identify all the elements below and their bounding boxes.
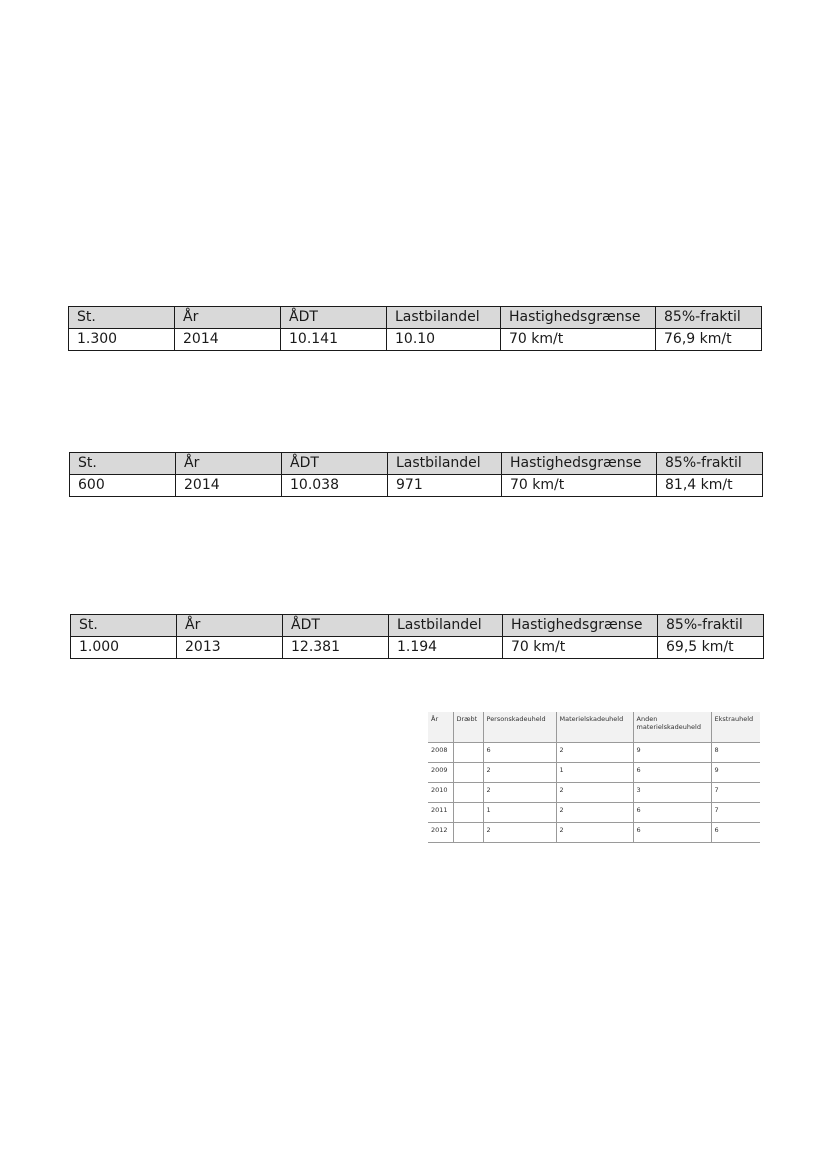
traffic-table-1 — [68, 306, 762, 351]
col-header-truck-share: Lastbilandel — [388, 453, 502, 475]
cell-personal-injury: 2 — [483, 823, 556, 843]
traffic-table-2 — [69, 452, 763, 497]
table-header-row — [69, 307, 762, 329]
col-header-adt: ÅDT — [283, 615, 389, 637]
table-header-row — [428, 712, 760, 743]
accident-table — [428, 712, 760, 843]
cell-other-material-damage: 9 — [633, 743, 711, 763]
col-header-year: År — [175, 307, 281, 329]
cell-year: 2014 — [176, 475, 282, 497]
cell-adt: 10.141 — [281, 329, 387, 351]
cell-material-damage: 2 — [556, 803, 633, 823]
col-header-speed-limit: Hastighedsgrænse — [503, 615, 658, 637]
cell-other-material-damage: 6 — [633, 803, 711, 823]
table-row — [70, 475, 763, 497]
col-header-adt: ÅDT — [282, 453, 388, 475]
cell-personal-injury: 1 — [483, 803, 556, 823]
col-header-station: St. — [70, 453, 176, 475]
table-header-row — [70, 453, 763, 475]
cell-killed — [453, 783, 483, 803]
cell-adt: 12.381 — [283, 637, 389, 659]
table-row — [428, 743, 760, 763]
col-header-85-percentile: 85%-fraktil — [657, 453, 763, 475]
cell-killed — [453, 823, 483, 843]
cell-material-damage: 1 — [556, 763, 633, 783]
cell-material-damage: 2 — [556, 743, 633, 763]
cell-station: 1.300 — [69, 329, 175, 351]
table-row — [428, 783, 760, 803]
col-header-adt: ÅDT — [281, 307, 387, 329]
table-row — [69, 329, 762, 351]
col-header-85-percentile: 85%-fraktil — [658, 615, 764, 637]
cell-truck-share: 1.194 — [389, 637, 503, 659]
cell-truck-share: 971 — [388, 475, 502, 497]
col-header-station: St. — [69, 307, 175, 329]
col-header-year: År — [428, 712, 453, 743]
cell-extra-accidents: 9 — [711, 763, 760, 783]
cell-killed — [453, 763, 483, 783]
col-header-year: År — [177, 615, 283, 637]
cell-personal-injury: 2 — [483, 783, 556, 803]
cell-extra-accidents: 7 — [711, 783, 760, 803]
col-header-truck-share: Lastbilandel — [389, 615, 503, 637]
cell-85-percentile: 76,9 km/t — [656, 329, 762, 351]
cell-year: 2013 — [177, 637, 283, 659]
table-row — [428, 823, 760, 843]
cell-year: 2012 — [428, 823, 453, 843]
cell-truck-share: 10.10 — [387, 329, 501, 351]
col-header-personal-injury: Personskadeuheld — [483, 712, 556, 743]
cell-speed-limit: 70 km/t — [501, 329, 656, 351]
cell-speed-limit: 70 km/t — [503, 637, 658, 659]
cell-personal-injury: 2 — [483, 763, 556, 783]
col-header-85-percentile: 85%-fraktil — [656, 307, 762, 329]
col-header-other-material-damage: Anden materielskadeuheld — [633, 712, 711, 743]
cell-other-material-damage: 6 — [633, 823, 711, 843]
col-header-year: År — [176, 453, 282, 475]
cell-extra-accidents: 7 — [711, 803, 760, 823]
cell-other-material-damage: 3 — [633, 783, 711, 803]
cell-speed-limit: 70 km/t — [502, 475, 657, 497]
cell-killed — [453, 803, 483, 823]
col-header-truck-share: Lastbilandel — [387, 307, 501, 329]
cell-85-percentile: 81,4 km/t — [657, 475, 763, 497]
table-header-row — [71, 615, 764, 637]
cell-material-damage: 2 — [556, 823, 633, 843]
cell-material-damage: 2 — [556, 783, 633, 803]
col-header-station: St. — [71, 615, 177, 637]
table-row — [428, 803, 760, 823]
cell-extra-accidents: 8 — [711, 743, 760, 763]
cell-station: 600 — [70, 475, 176, 497]
col-header-material-damage: Materielskadeuheld — [556, 712, 633, 743]
table-row — [428, 763, 760, 783]
cell-year: 2008 — [428, 743, 453, 763]
col-header-speed-limit: Hastighedsgrænse — [501, 307, 656, 329]
cell-station: 1.000 — [71, 637, 177, 659]
cell-other-material-damage: 6 — [633, 763, 711, 783]
cell-year: 2014 — [175, 329, 281, 351]
col-header-extra-accidents: Ekstrauheld — [711, 712, 760, 743]
cell-85-percentile: 69,5 km/t — [658, 637, 764, 659]
cell-personal-injury: 6 — [483, 743, 556, 763]
traffic-table-3 — [70, 614, 764, 659]
col-header-speed-limit: Hastighedsgrænse — [502, 453, 657, 475]
cell-year: 2009 — [428, 763, 453, 783]
cell-extra-accidents: 6 — [711, 823, 760, 843]
cell-adt: 10.038 — [282, 475, 388, 497]
cell-killed — [453, 743, 483, 763]
col-header-killed: Dræbt — [453, 712, 483, 743]
table-row — [71, 637, 764, 659]
cell-year: 2011 — [428, 803, 453, 823]
cell-year: 2010 — [428, 783, 453, 803]
